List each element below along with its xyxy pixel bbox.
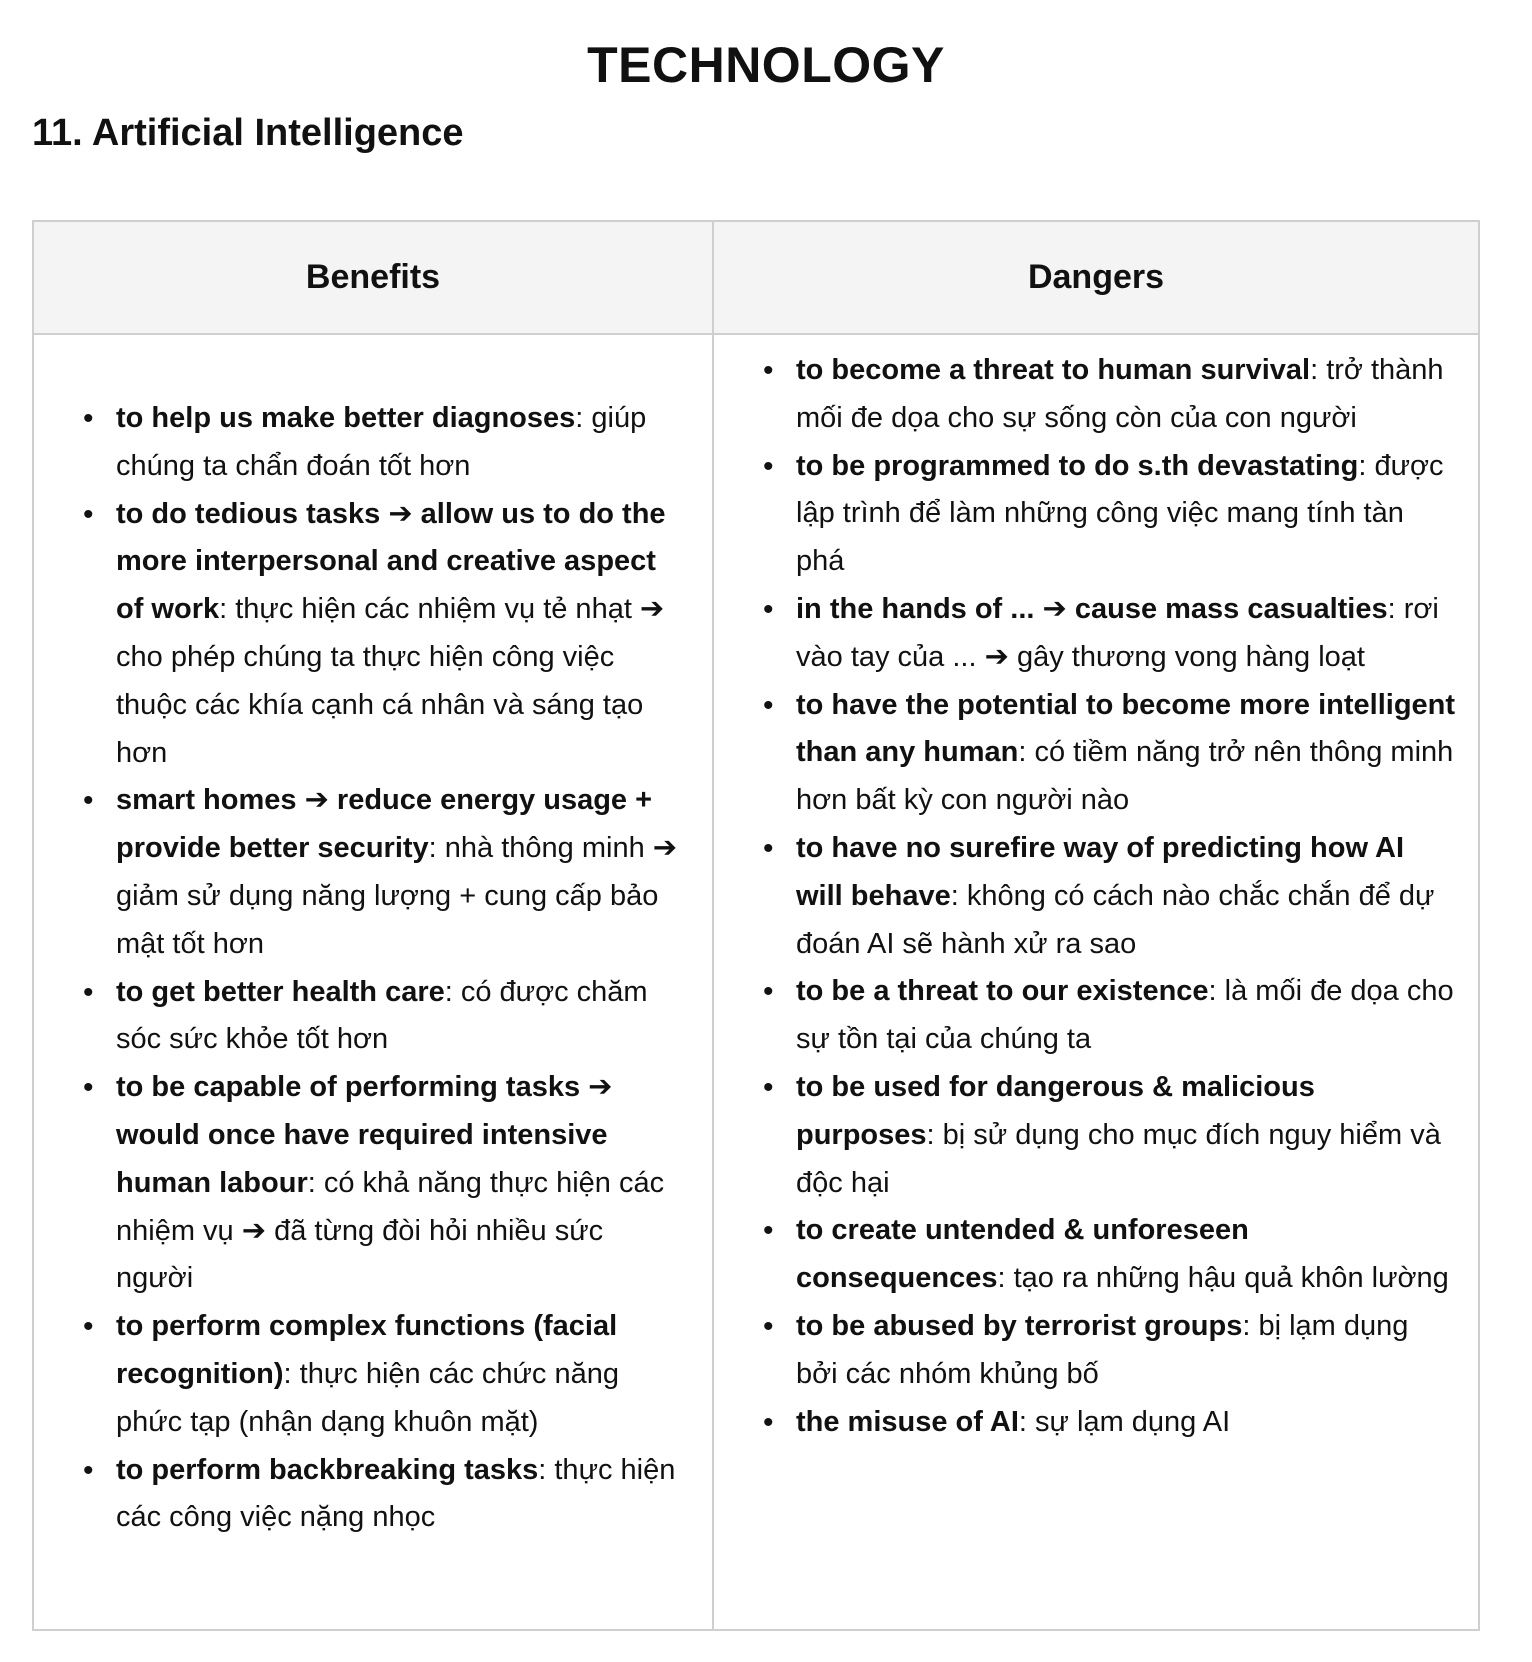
translation: : sự lạm dụng AI [1018, 1405, 1231, 1438]
term: to become a threat to human survival [796, 354, 1311, 386]
term: in the hands of ... ➔ cause mass casualties [796, 592, 1388, 625]
dangers-list [763, 347, 1456, 1446]
term: to perform backbreaking tasks [116, 1453, 539, 1486]
table-header-row [33, 221, 1479, 334]
term: to be programmed to do s.th devastating [796, 449, 1359, 482]
term: smart homes ➔ reduce energy usage + provide better security [116, 784, 653, 865]
term: the misuse of AI [796, 1405, 1019, 1438]
list-item [763, 825, 1456, 968]
list-item [763, 347, 1456, 443]
list-item [763, 443, 1456, 586]
dangers-cell [713, 334, 1479, 1630]
bullet-icon: • [83, 1071, 94, 1105]
list-item [763, 1064, 1456, 1207]
translation: : bị lạm dụng bởi các nhóm khủng bố [796, 1309, 1409, 1390]
translation: : thực hiện các nhiệm vụ tẻ nhạt ➔ cho phép chúng ta thực hiện công việc thuộc các khía cạnh cá nhân và sáng tạo hơn [116, 593, 665, 769]
translation: : có được chăm sóc sức khỏe tốt hơn [116, 975, 648, 1056]
list-item [763, 1303, 1456, 1399]
benefits-cell [33, 334, 713, 1630]
term: to do tedious tasks ➔ allow us to do the more interpersonal and creative aspect of work [116, 497, 666, 626]
term: to create untended & unforeseen consequences [796, 1214, 1249, 1295]
benefits-list [83, 395, 684, 1542]
list-item [763, 586, 1456, 682]
translation: : giúp chúng ta chẩn đoán tốt hơn [116, 402, 647, 482]
list-item [83, 969, 684, 1065]
translation: : không có cách nào chắc chắn để dự đoán AI sẽ hành xử ra sao [796, 879, 1435, 960]
term: to perform complex functions (facial recognition) [116, 1310, 618, 1390]
list-item [83, 395, 684, 491]
term: to help us make better diagnoses [116, 402, 576, 434]
benefits-header: Benefits [33, 221, 713, 334]
dangers-header: Dangers [713, 221, 1479, 334]
translation: : rơi vào tay của ... ➔ gây thương vong hàng loạt [796, 592, 1439, 673]
translation: : có tiềm năng trở nên thông minh hơn bất kỳ con người nào [796, 736, 1454, 817]
bullet-icon: • [83, 784, 94, 818]
bullet-icon: • [763, 831, 774, 865]
translation: : trở thành mối đe dọa cho sự sống còn của con người [796, 354, 1444, 434]
bullet-icon: • [763, 592, 774, 626]
list-item [763, 968, 1456, 1064]
term: to be capable of performing tasks ➔ would once have required intensive human labour [116, 1071, 613, 1199]
bullet-icon: • [83, 402, 94, 435]
bullet-icon: • [763, 354, 774, 387]
list-item [83, 491, 684, 778]
bullet-icon: • [83, 1453, 94, 1487]
translation: : được lập trình để làm những công việc mang tính tàn phá [796, 449, 1444, 578]
term: to have no surefire way of predicting how AI will behave [796, 831, 1405, 912]
table-body-row [33, 334, 1479, 1630]
bullet-icon: • [763, 449, 774, 483]
translation: : thực hiện các công việc nặng nhọc [116, 1453, 676, 1534]
term: to get better health care [116, 975, 445, 1008]
term: to be used for dangerous & malicious purposes [796, 1070, 1315, 1151]
translation: : bị sử dụng cho mục đích nguy hiểm và độc hại [796, 1118, 1441, 1199]
list-item [763, 1207, 1456, 1303]
list-item [83, 1064, 684, 1303]
list-item [763, 1399, 1456, 1447]
bullet-icon: • [763, 1309, 774, 1343]
bullet-icon: • [763, 1214, 774, 1248]
page-title: TECHNOLOGY [587, 37, 945, 93]
translation: : tạo ra những hậu quả khôn lường [997, 1262, 1449, 1295]
bullet-icon: • [83, 975, 94, 1009]
translation: : thực hiện các chức năng phức tạp (nhận dạng khuôn mặt) [116, 1357, 620, 1438]
bullet-icon: • [763, 1405, 774, 1439]
list-item [83, 1303, 684, 1446]
list-item [83, 777, 684, 968]
section-heading: 11. Artificial Intelligence [32, 112, 464, 154]
benefits-dangers-table [32, 220, 1480, 1631]
bullet-icon: • [763, 688, 774, 722]
bullet-icon: • [763, 1070, 774, 1104]
translation: : có khả năng thực hiện các nhiệm vụ ➔ đã từng đòi hỏi nhiều sức người [116, 1166, 665, 1295]
translation: : là mối đe dọa cho sự tồn tại của chúng ta [796, 975, 1454, 1056]
bullet-icon: • [83, 497, 94, 531]
list-item [83, 1447, 684, 1543]
term: to have the potential to become more intelligent than any human [796, 688, 1456, 769]
bullet-icon: • [83, 1310, 94, 1344]
bullet-icon: • [763, 975, 774, 1009]
term: to be a threat to our existence [796, 975, 1209, 1008]
translation: : nhà thông minh ➔ giảm sử dụng năng lượng + cung cấp bảo mật tốt hơn [116, 832, 678, 960]
list-item [763, 682, 1456, 825]
term: to be abused by terrorist groups [796, 1309, 1243, 1342]
